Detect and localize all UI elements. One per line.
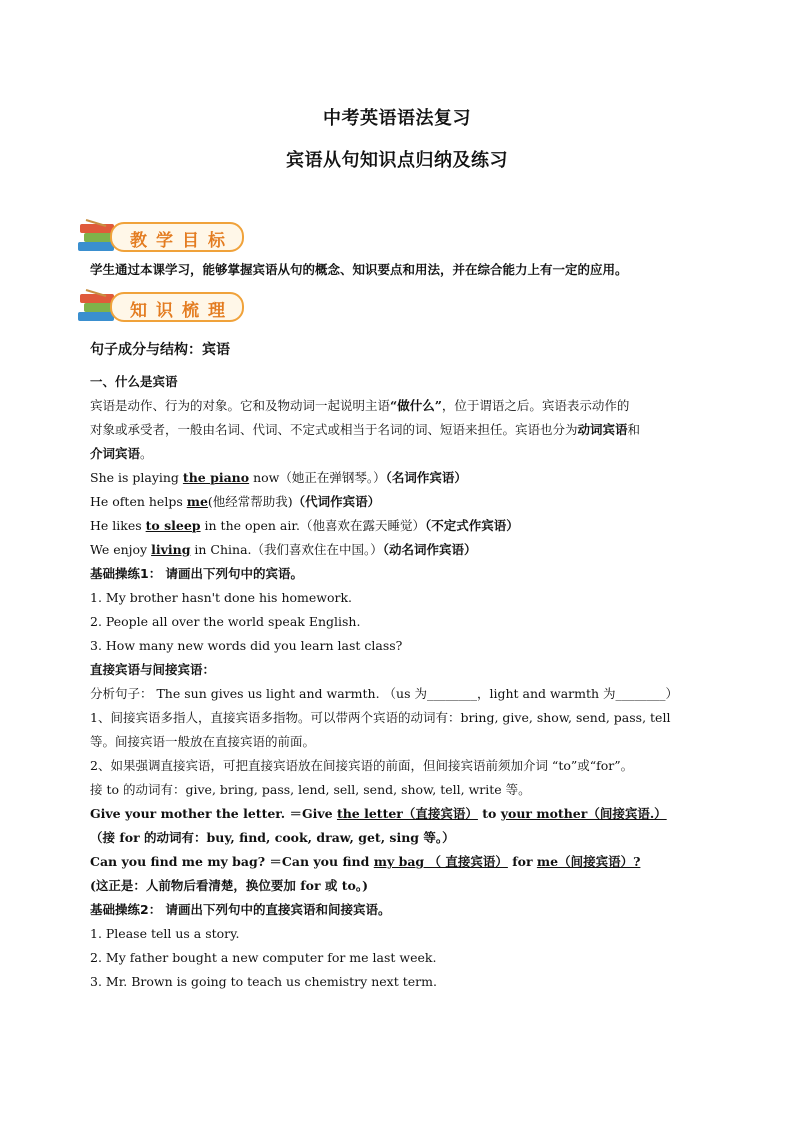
q1-heading: 一、什么是宾语 [90,374,178,389]
badge-label: 知识梳理 [130,301,234,321]
section-badge-review [76,286,244,326]
practice2-item: 3. Mr. Brown is going to teach us chemistry next term. [90,974,437,989]
find-example: Can you find me my bag? ＝Can you find my bag （ 直接宾语） for me（间接宾语）? [90,854,641,869]
practice2-item: 1. Please tell us a story. [90,926,240,941]
rule-2b: 接 to 的动词有：give, bring, pass, lend, sell, send, show, tell, write 等。 [90,782,531,797]
practice1-item: 3. How many new words did you learn last class? [90,638,403,653]
practice1-item: 1. My brother hasn't done his homework. [90,590,353,605]
direct-indirect-heading: 直接宾语与间接宾语： [90,662,216,677]
analysis-line: 分析句子： The sun gives us light and warmth. （us 为________，light and warmth 为________） [90,686,679,701]
rule-1a: 1、间接宾语多指人，直接宾语多指物。可以带两个宾语的动词有：bring, give, show, send, pass, tell [90,710,671,725]
section-badge-goal [76,216,244,256]
practice2-item: 2. My father bought a new computer for me last week. [90,950,437,965]
practice2-heading: 基础操练2： 请画出下列句中的直接宾语和间接宾语。 [90,902,391,917]
page-subtitle: 宾语从句知识点归纳及练习 [286,150,508,171]
practice1-heading: 基础操练1： 请画出下列句中的宾语。 [90,566,304,581]
page-title: 中考英语语法复习 [323,108,471,129]
definition-line-2: 对象或承受者，一般由名词、代词、不定式或相当于名词的词、短语来担任。宾语也分为动词宾语和 [90,422,641,437]
for-verbs-line: （接 for 的动词有：buy, find, cook, draw, get, sing 等。） [90,830,455,845]
badge-label: 教学目标 [130,231,234,251]
rule-2a: 2、如果强调直接宾语，可把直接宾语放在间接宾语的前面，但间接宾语前须加介词 “to”或“for”。 [90,758,634,773]
practice1-item: 2. People all over the world speak English. [90,614,361,629]
rule-1b: 等。间接宾语一般放在直接宾语的前面。 [90,734,316,749]
example-3: He likes to sleep in the open air.（他喜欢在露天睡觉）（不定式作宾语） [90,518,519,533]
example-2: He often helps me(他经常帮助我)（代词作宾语） [90,494,381,509]
goal-text: 学生通过本课学习，能够掌握宾语从句的概念、知识要点和用法，并在综合能力上有一定的应用。 [90,262,628,277]
example-1: She is playing the piano now（她正在弹钢琴。）（名词作宾语） [90,470,467,485]
mnemonic-tip: (这正是：人前物后看清楚，换位要加 for 或 to。) [90,878,369,893]
section-heading: 句子成分与结构：宾语 [90,342,230,358]
example-4: We enjoy living in China.（我们喜欢住在中国。）（动名词作宾语） [90,542,477,557]
definition-line-3: 介词宾语。 [90,446,153,461]
definition-line-1: 宾语是动作、行为的对象。它和及物动词一起说明主语“做什么”，位于谓语之后。宾语表示动作的 [90,398,630,413]
give-example: Give your mother the letter. ＝Give the letter（直接宾语） to your mother（间接宾语.） [90,806,667,821]
